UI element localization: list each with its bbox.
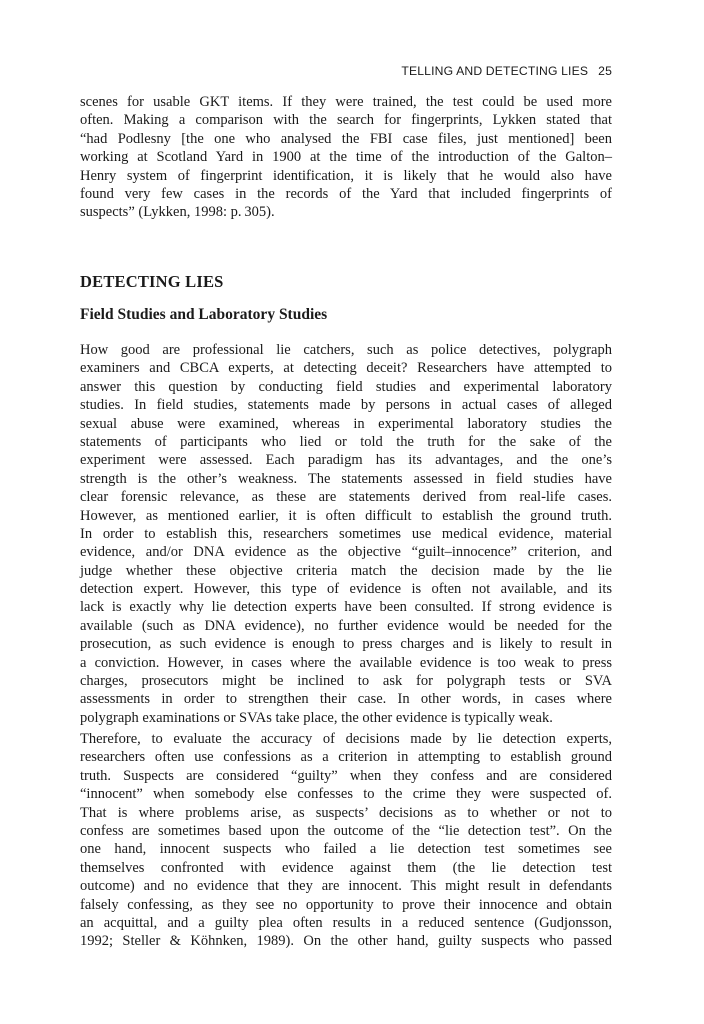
- text-line: Henry system of fingerprint identification, it is likely that he would also have: [80, 167, 612, 184]
- page-number: 25: [598, 64, 612, 78]
- paragraph-lykken-quote: [80, 93, 612, 222]
- text-line: an acquittal, and a guilty plea often results in a reduced sentence (Gudjonsson,: [80, 914, 612, 931]
- text-line: often. Making a comparison with the search for fingerprints, Lykken stated that: [80, 112, 612, 129]
- paragraph-confessions: [80, 730, 612, 951]
- text-line: 1992; Steller & Köhnken, 1989). On the other hand, guilty suspects who passed: [80, 933, 612, 950]
- text-line: polygraph examinations or SVAs take place, the other evidence is typically weak.: [80, 709, 553, 726]
- text-line: answer this question by conducting field studies and experimental laboratory: [80, 378, 612, 395]
- text-line: confess are sometimes based upon the outcome of the “lie detection test”. On the: [80, 822, 612, 839]
- text-line: evidence, and/or DNA evidence as the objective “guilt–innocence” criterion, and: [80, 544, 612, 561]
- text-line: clear forensic relevance, as these are statements derived from real-life cases.: [80, 489, 612, 506]
- text-line: judge whether these objective criteria match the decision made by the lie: [80, 562, 612, 579]
- text-line: studies. In field studies, statements made by persons in actual cases of alleged: [80, 397, 612, 414]
- text-line: detection expert. However, this type of evidence is often not available, and its: [80, 581, 612, 598]
- text-line: “innocent” when somebody else confesses to the crime they were suspected of.: [80, 786, 612, 803]
- text-line: strength is the other’s weakness. The statements assessed in field studies have: [80, 470, 612, 487]
- text-line: That is where problems arise, as suspects’ decisions as to whether or not to: [80, 804, 612, 821]
- text-line: examiners and CBCA experts, at detecting deceit? Researchers have attempted to: [80, 360, 612, 377]
- text-line: How good are professional lie catchers, such as police detectives, polygraph: [80, 342, 612, 358]
- running-title: TELLING AND DETECTING LIES: [401, 64, 589, 78]
- text-line: suspects” (Lykken, 1998: p. 305).: [80, 204, 275, 221]
- text-line: researchers often use confessions as a criterion in attempting to establish ground: [80, 749, 612, 766]
- text-line: one hand, innocent suspects who failed a lie detection test sometimes see: [80, 841, 612, 858]
- text-line: experiment were assessed. Each paradigm has its advantages, and the one’s: [80, 452, 612, 469]
- text-line: outcome) and no evidence that they are innocent. This might result in defendants: [80, 878, 612, 895]
- text-line: themselves confronted with evidence against them (the lie detection test: [80, 859, 612, 876]
- text-line: Therefore, to evaluate the accuracy of decisions made by lie detection experts,: [80, 731, 612, 747]
- running-header: [80, 64, 612, 78]
- text-line: “had Podlesny [the one who analysed the FBI case files, just mentioned] been: [80, 130, 612, 147]
- text-line: statements of participants who lied or told the truth for the sake of the: [80, 433, 612, 450]
- text-line: available (such as DNA evidence), no further evidence would be needed for the: [80, 617, 612, 634]
- text-line: charges, prosecutors might be inclined to ask for polygraph tests or SVA: [80, 673, 612, 690]
- text-line: truth. Suspects are considered “guilty” when they confess and are considered: [80, 767, 612, 784]
- text-line: However, as mentioned earlier, it is often difficult to establish the ground truth.: [80, 507, 612, 524]
- text-line: sexual abuse were examined, whereas in experimental laboratory studies the: [80, 415, 612, 432]
- text-line: In order to establish this, researchers sometimes use medical evidence, material: [80, 525, 612, 542]
- text-line: assessments in order to strengthen their case. In other words, in cases where: [80, 691, 612, 708]
- subsection-heading: Field Studies and Laboratory Studies: [80, 306, 328, 323]
- text-line: scenes for usable GKT items. If they were trained, the test could be used more: [80, 94, 612, 110]
- text-line: found very few cases in the records of the Yard that included fingerprints of: [80, 185, 612, 202]
- text-line: falsely confessing, as they see no opportunity to prove their innocence and obtain: [80, 896, 612, 913]
- text-line: lack is exactly why lie detection experts have been consulted. If strong evidence is: [80, 599, 612, 616]
- section-heading: DETECTING LIES: [80, 272, 224, 291]
- text-line: prosecution, as such evidence is enough to press charges and is likely to result in: [80, 636, 612, 653]
- text-line: a conviction. However, in cases where the available evidence is too weak to press: [80, 654, 612, 671]
- text-line: working at Scotland Yard in 1900 at the time of the introduction of the Galton–: [80, 149, 612, 166]
- paragraph-field-lab-studies: [80, 341, 612, 727]
